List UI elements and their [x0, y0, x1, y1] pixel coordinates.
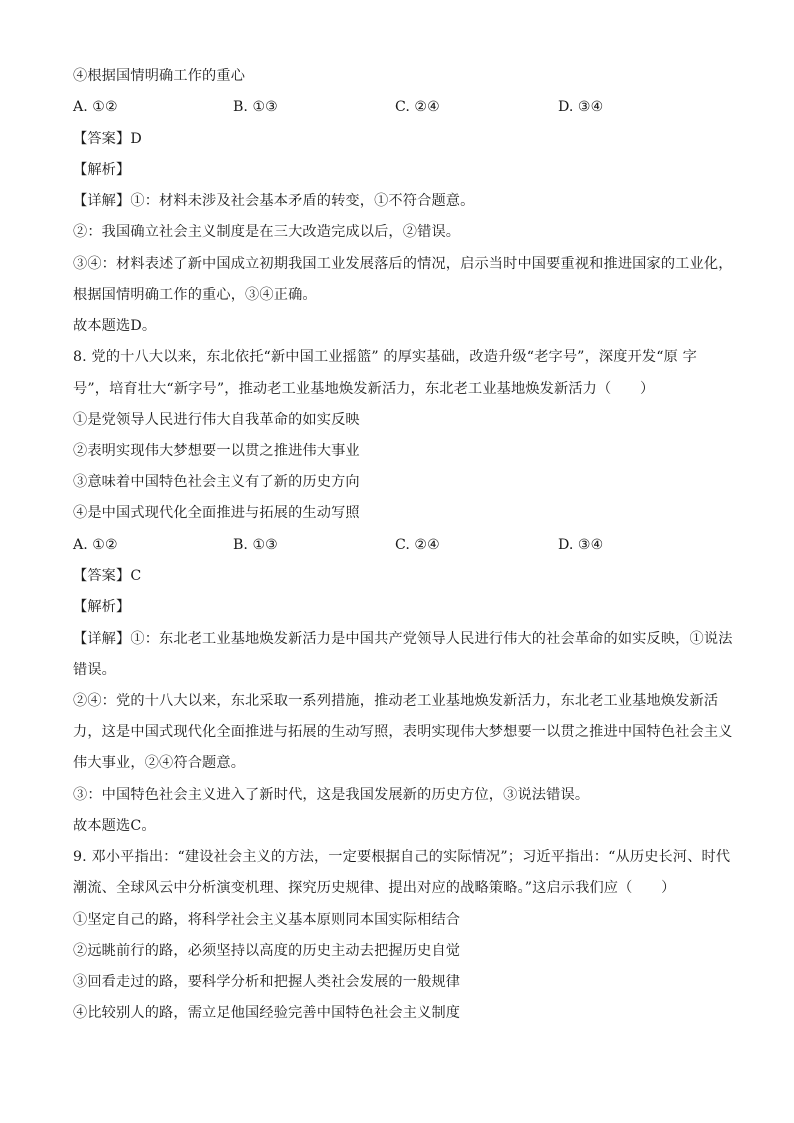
q8-detail-3: ③：中国特色社会主义进入了新时代，这是我国发展新的历史方位，③说法错误。 — [73, 787, 590, 803]
q7-detail-2: ②：我国确立社会主义制度是在三大改造完成以后，②错误。 — [73, 224, 461, 240]
q7-option-b: B. ①③ — [233, 99, 278, 115]
q8-item-3: ③意味着中国特色社会主义有了新的历史方向 — [73, 474, 360, 490]
q8-options — [73, 535, 733, 555]
q9-item-2: ②远眺前行的路，必须坚持以高度的历史主动去把握历史自觉 — [73, 943, 461, 959]
q7-detail-1: 【详解】①：材料未涉及社会基本矛盾的转变，①不符合题意。 — [73, 193, 475, 209]
q7-detail-3a: ③④：材料表述了新中国成立初期我国工业发展落后的情况，启示当时中国要重视和推进国家的工业化， — [73, 256, 733, 272]
q8-option-b: B. ①③ — [233, 537, 278, 553]
q9-stem-2: 潮流、全球风云中分析演变机理、探究历史规律、提出对应的战略策略。”这启示我们应（ ） — [73, 880, 676, 896]
q8-option-c: C. ②④ — [395, 537, 440, 553]
q8-stem-2: 号”，培育壮大“新字号”，推动老工业基地焕发新活力，东北老工业基地焕发新活力（ ） — [73, 381, 655, 397]
q9-item-3: ③回看走过的路，要科学分析和把握人类社会发展的一般规律 — [73, 974, 461, 990]
q9-item-1: ①坚定自己的路，将科学社会主义基本原则同本国实际相结合 — [73, 912, 461, 928]
q7-answer: 【答案】D — [73, 131, 142, 147]
q7-options — [73, 97, 733, 117]
q7-option-a: A. ①② — [73, 99, 118, 115]
q8-stem-1: 8. 党的十八大以来，东北依托“新中国工业摇篮” 的厚实基础，改造升级“老字号”，深度开发“原 字 — [73, 349, 697, 365]
q7-option-d: D. ③④ — [558, 99, 604, 115]
q8-detail-1a: 【详解】①：东北老工业基地焕发新活力是中国共产党领导人民进行伟大的社会革命的如实反映，①说法 — [73, 631, 733, 647]
q8-detail-2b: 力，这是中国式现代化全面推进与拓展的生动写照，表明实现伟大梦想要一以贯之推进中国特色社会主义 — [73, 724, 733, 740]
q8-item-4: ④是中国式现代化全面推进与拓展的生动写照 — [73, 505, 360, 521]
q8-item-2: ②表明实现伟大梦想要一以贯之推进伟大事业 — [73, 443, 360, 459]
q7-analysis-label: 【解析】 — [73, 162, 131, 178]
q8-detail-2c: 伟大事业，②④符合题意。 — [73, 755, 246, 771]
q8-option-d: D. ③④ — [558, 537, 604, 553]
q9-stem-1: 9. 邓小平指出：“建设社会主义的方法，一定要根据自己的实际情况”；习近平指出：“从历史长河、时代 — [73, 849, 731, 865]
q8-detail-2a: ②④：党的十八大以来，东北采取一系列措施，推动老工业基地焕发新活力，东北老工业基地焕发新活 — [73, 693, 719, 709]
q8-conclusion: 故本题选C。 — [73, 818, 156, 834]
q7-conclusion: 故本题选D。 — [73, 318, 157, 334]
q9-item-4: ④比较别人的路，需立足他国经验完善中国特色社会主义制度 — [73, 1005, 461, 1021]
q8-answer: 【答案】C — [73, 568, 142, 584]
q8-item-1: ①是党领导人民进行伟大自我革命的如实反映 — [73, 412, 360, 428]
q7-item-4: ④根据国情明确工作的重心 — [73, 68, 246, 84]
q8-detail-1b: 错误。 — [73, 662, 117, 678]
q8-analysis-label: 【解析】 — [73, 599, 131, 615]
q8-option-a: A. ①② — [73, 537, 118, 553]
q7-detail-3b: 根据国情明确工作的重心，③④正确。 — [73, 287, 317, 303]
q7-option-c: C. ②④ — [395, 99, 440, 115]
